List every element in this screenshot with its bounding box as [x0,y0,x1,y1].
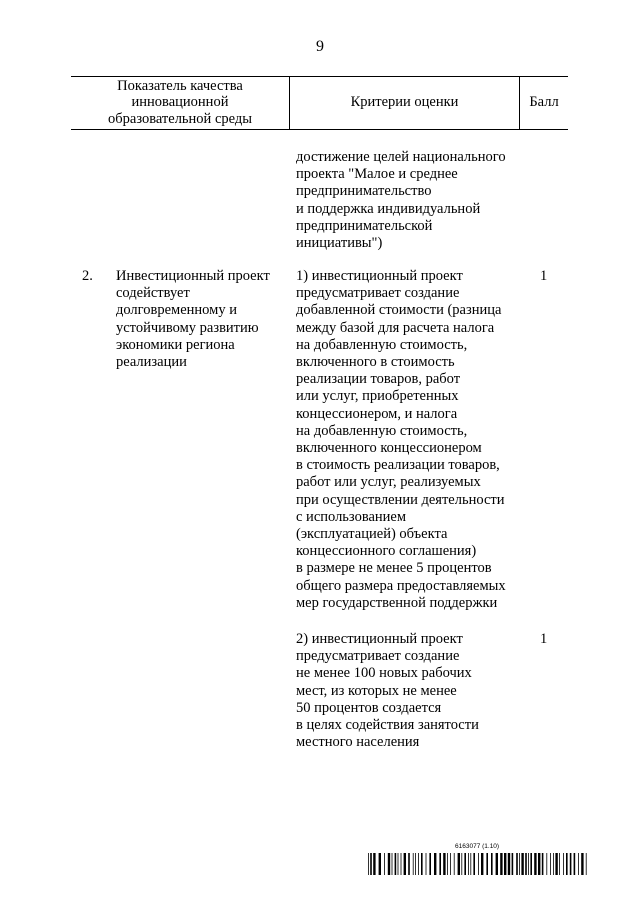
header-indicator: Показатель качества инновационной образовательной среды [108,77,252,127]
document-code: 6163077 (1.10) [455,843,500,850]
header-bottom-rule [71,129,568,130]
page-number: 9 [316,38,324,55]
score-2: 1 [540,631,548,647]
criteria-2: 2) инвестиционный проект предусматривает создание не менее 100 новых рабочих мест, из которых не менее 50 процентов создается в целях содействия занятости местного населения [296,631,479,751]
criteria-continuation: достижение целей национального проекта "Малое и среднее предпринимательство и поддержка индивидуальной предпринимательской инициативы") [296,149,506,252]
criteria-1: 1) инвестиционный проект предусматривает создание добавленной стоимости (разница между базой для расчета налога на добавленную стоимость, включенного в стоимость реализации товаров, работ или услуг, приобретенных концессионером, и налога на добавленную стоимость, включенного концессионером в стоимость реализации товаров, работ или услуг, реализуемых при осуществлении деятельности с использованием (эксплуатацией) объекта концессионного соглашения) в размере не менее 5 процентов общего размера предоставляемых мер государственной поддержки [296,268,506,611]
barcode [368,853,590,875]
header-score: Балл [529,94,559,111]
header-criteria: Критерии оценки [350,94,459,111]
score-1: 1 [540,268,548,284]
row-indicator: Инвестиционный проект содействует долговременному и устойчивому развитию экономики региона реализации [116,268,270,371]
row-number: 2. [82,268,93,284]
